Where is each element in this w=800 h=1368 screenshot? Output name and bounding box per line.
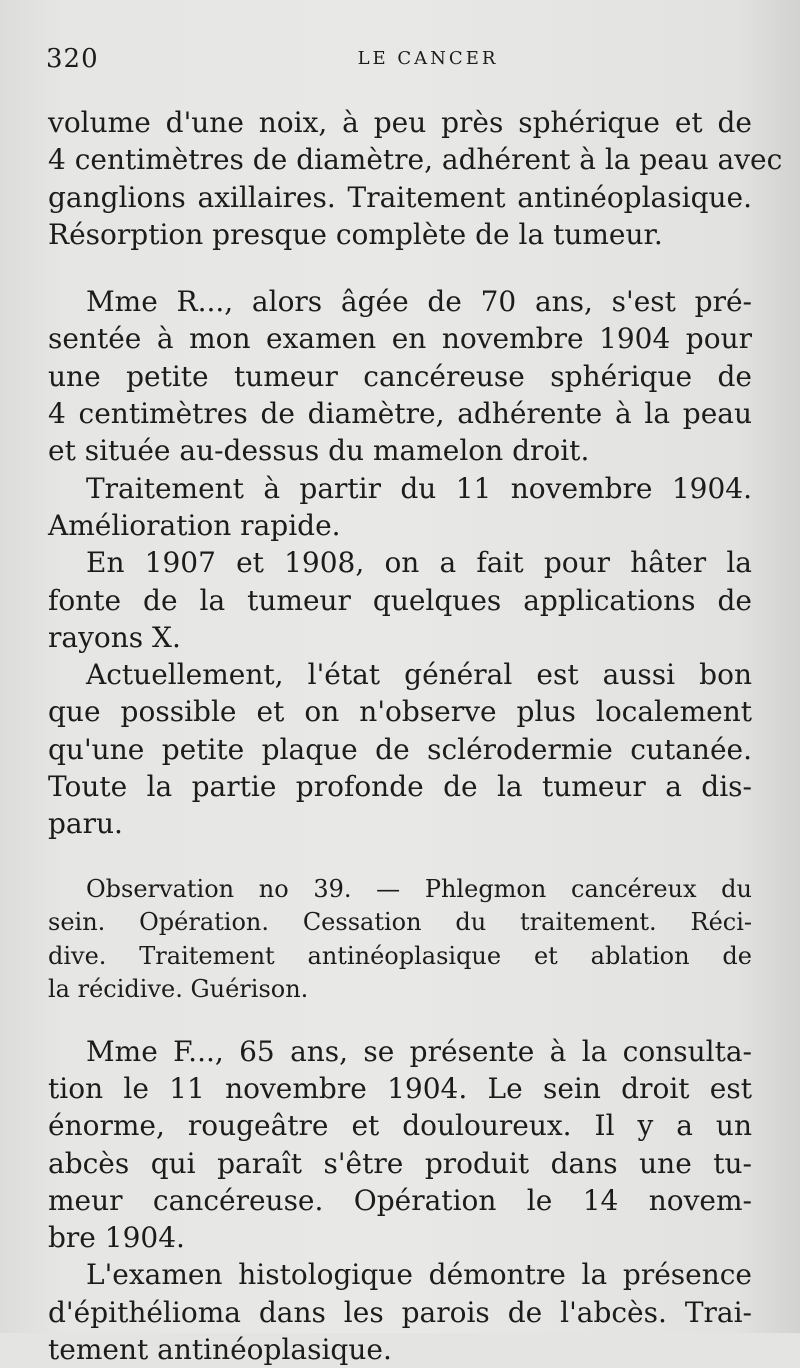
text-line: 4 centimètres de diamètre, adhérente à la peau: [48, 397, 752, 431]
text-line: sentée à mon examen en novembre 1904 pour: [48, 322, 752, 356]
text-line: une petite tumeur cancéreuse sphérique de: [48, 359, 752, 393]
text-line: 4 centimètres de diamètre, adhérent à la peau avec: [48, 143, 783, 177]
paragraph-1: [48, 104, 783, 253]
text-line: rayons X.: [48, 620, 181, 654]
text-line: paru.: [48, 807, 123, 841]
text-line: que possible et on n'observe plus localement: [48, 695, 752, 729]
text-line: L'examen histologique démontre la présence: [86, 1258, 752, 1292]
text-line: Amélioration rapide.: [48, 508, 341, 542]
paragraph-5: [48, 656, 752, 842]
text-line: la récidive. Guérison.: [48, 975, 309, 1004]
paragraph-2: [48, 283, 752, 469]
text-line: ganglions axillaires. Traitement antinéoplasique.: [48, 180, 752, 214]
text-line: meur cancéreuse. Opération le 14 novem-: [48, 1183, 752, 1217]
text-line: d'épithélioma dans les parois de l'abcès. Trai-: [48, 1295, 752, 1329]
text-line: Mme F..., 65 ans, se présente à la consulta-: [86, 1034, 752, 1068]
paragraph-7: [48, 1256, 752, 1368]
paragraph-4: [48, 544, 752, 656]
text-line: et située au-dessus du mamelon droit.: [48, 434, 590, 468]
text-line: Résorption presque complète de la tumeur.: [48, 217, 663, 251]
text-line: volume d'une noix, à peu près sphérique et de: [48, 106, 752, 139]
observation-heading: [48, 873, 752, 1007]
text-line: Toute la partie profonde de la tumeur a dis-: [48, 770, 752, 804]
text-line: fonte de la tumeur quelques applications de: [48, 583, 752, 617]
text-line: dive. Traitement antinéoplasique et ablation de: [48, 941, 752, 970]
running-head: LE CANCER: [357, 48, 499, 69]
text-line: sein. Opération. Cessation du traitement. Réci-: [48, 908, 752, 937]
paragraph-6: [48, 1033, 752, 1257]
page-header: [46, 44, 750, 84]
text-line: Observation no 39. — Phlegmon cancéreux du: [86, 874, 752, 903]
text-line: bre 1904.: [48, 1221, 185, 1255]
text-line: Actuellement, l'état général est aussi bon: [86, 658, 752, 692]
page-number: 320: [46, 44, 99, 74]
text-line: En 1907 et 1908, on a fait pour hâter la: [86, 546, 752, 580]
text-line: tement antinéoplasique.: [48, 1333, 392, 1367]
page-body: [48, 104, 783, 1368]
text-line: tion le 11 novembre 1904. Le sein droit est: [48, 1071, 752, 1105]
text-line: énorme, rougeâtre et douloureux. Il y a un: [48, 1109, 752, 1143]
paragraph-3: [48, 470, 752, 545]
text-line: abcès qui paraît s'être produit dans une tu-: [48, 1146, 752, 1180]
text-line: qu'une petite plaque de sclérodermie cutanée.: [48, 732, 752, 766]
text-line: Mme R..., alors âgée de 70 ans, s'est pré-: [86, 285, 752, 319]
text-line: Traitement à partir du 11 novembre 1904.: [86, 471, 752, 505]
